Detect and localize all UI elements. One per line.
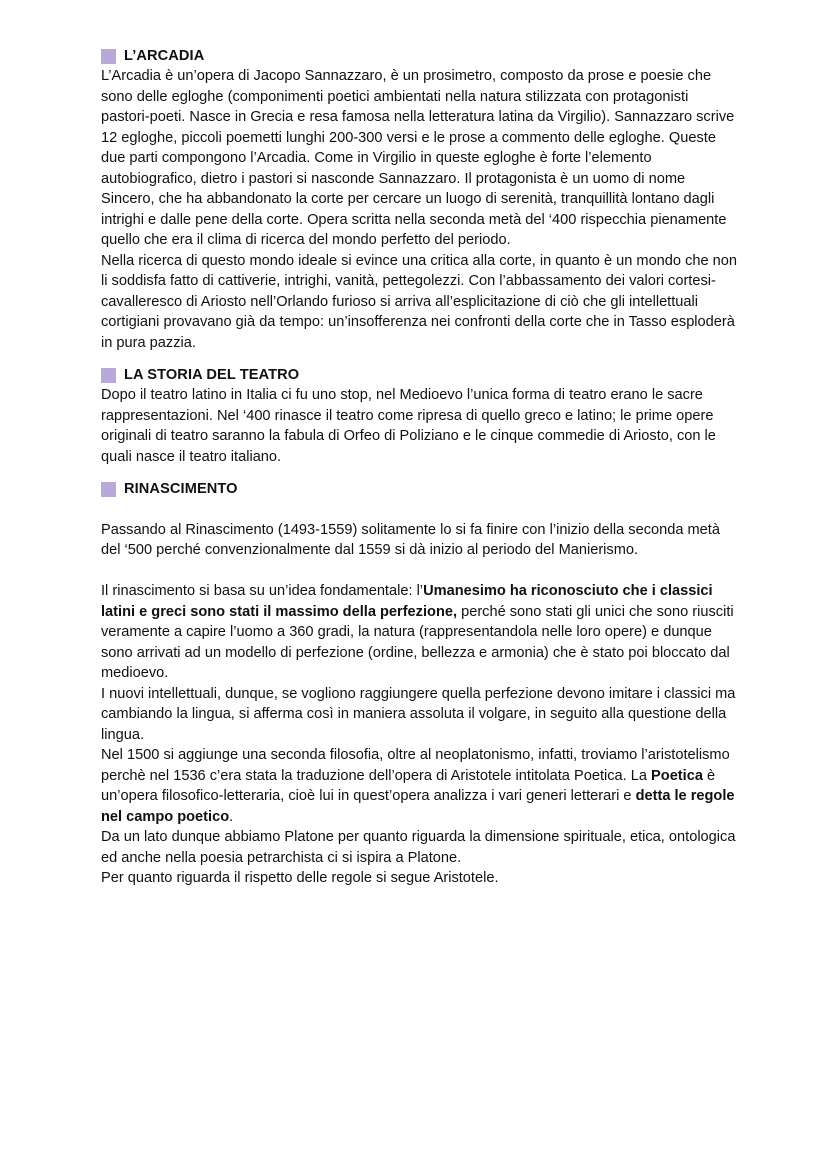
- section-heading: [101, 479, 741, 499]
- text-run: Il rinascimento si basa su un’idea fondamentale: l’: [101, 583, 424, 599]
- heading-title: L’ARCADIA: [124, 47, 205, 64]
- paragraph: L’Arcadia è un’opera di Jacopo Sannazzaro, è un prosimetro, composto da prose e poesie che sono delle egloghe (componimenti poetici ambientati nella natura stilizzata con protagonisti pastori-poeti. Nasce in Grecia e resa famosa nella letteratura latina da Virgilio). Sannazzaro scrive 12 egloghe, piccoli poemetti lunghi 200-300 versi e le prose a commento delle egloghe. Queste due parti compongono l’Arcadia. Come in Virgilio in queste egloghe è forte l’elemento autobiografico, dietro i pastori si nasconde Sannazzaro. Il protagonista è un uomo di nome Sincero, che ha abbandonato la corte per cercare un luogo di serenità, tranquillità lontano dagli intrighi e dalle pene della corte. Opera scritta nella seconda metà del ‘400 rispecchia pienamente quello che era il clima di ricerca del mondo perfetto del periodo.: [101, 68, 735, 248]
- paragraph: Per quanto riguarda il rispetto delle regole si segue Aristotele.: [101, 870, 499, 886]
- bold-text: Umanesimo ha riconosciuto che i classici latini e greci sono stati il massimo della perfezione,: [101, 583, 713, 620]
- text-run: perché sono stati gli unici che sono riusciti veramente a capire l’uomo a 360 gradi, la natura (rappresentandola nelle loro opere) e dunque sono arrivati ad un modello di perfezione (ordine, bellezza e armonia) che è stato poi bloccato dal medioevo.: [101, 603, 734, 681]
- bold-text: detta le regole nel campo poetico: [101, 788, 735, 825]
- text-run: è un’opera filosofico-letteraria, cioè lui in quest’opera analizza i vari generi letterari e: [101, 767, 716, 804]
- heading-marker-icon: [101, 368, 116, 383]
- document-page: [101, 46, 741, 889]
- section-arcadia: [101, 46, 741, 353]
- text-run: Nel 1500 si aggiunge una seconda filosofia, oltre al neoplatonismo, infatti, troviamo l’aristotelismo perchè nel 1536 c’era stata la traduzione dell’opera di Aristotele intitolata Poetica. La: [101, 747, 730, 784]
- paragraph: Dopo il teatro latino in Italia ci fu uno stop, nel Medioevo l’unica forma di teatro erano le sacre rappresentazioni. Nel ‘400 rinasce il teatro come ripresa di quello greco e latino; le prime opere originali di teatro saranno la fabula di Orfeo di Poliziano e le cinque commedie di Ariosto, con le quali nasce il teatro italiano.: [101, 387, 716, 465]
- bold-text: Poetica: [651, 767, 703, 784]
- heading-title: LA STORIA DEL TEATRO: [124, 366, 300, 383]
- paragraph: [101, 745, 741, 827]
- section-heading: [101, 46, 741, 66]
- section-teatro: [101, 365, 741, 467]
- paragraph: I nuovi intellettuali, dunque, se vogliono raggiungere quella perfezione devono imitare i classici ma cambiando la lingua, si afferma così in maniera assoluta il volgare, in seguito alla questione della lingua.: [101, 685, 736, 743]
- paragraph: Passando al Rinascimento (1493-1559) solitamente lo si fa finire con l’inizio della seconda metà del ‘500 perché convenzionalmente dal 1559 si dà inizio al periodo del Manierismo.: [101, 521, 720, 558]
- section-heading: [101, 365, 741, 385]
- paragraph: Da un lato dunque abbiamo Platone per quanto riguarda la dimensione spirituale, etica, ontologica ed anche nella poesia petrarchista ci si ispira a Platone.: [101, 829, 736, 866]
- text-run: .: [229, 808, 234, 825]
- paragraph: Nella ricerca di questo mondo ideale si evince una critica alla corte, in quanto è un mondo che non li soddisfa fatto di cattiverie, intrighi, vanità, pettegolezzi. Con l’abbassamento dei valori cortesi-cavalleresco di Ariosto nell’Orlando furioso si arriva all’esplicitazione di ciò che gli intellettuali cortigiani provavano già da tempo: un’insofferenza nei confronti della corte che in Tasso esploderà in pura pazzia.: [101, 252, 738, 351]
- heading-title: RINASCIMENTO: [124, 480, 238, 497]
- heading-marker-icon: [101, 49, 116, 64]
- paragraph: [101, 581, 741, 684]
- heading-marker-icon: [101, 482, 116, 497]
- section-rinascimento: [101, 479, 741, 889]
